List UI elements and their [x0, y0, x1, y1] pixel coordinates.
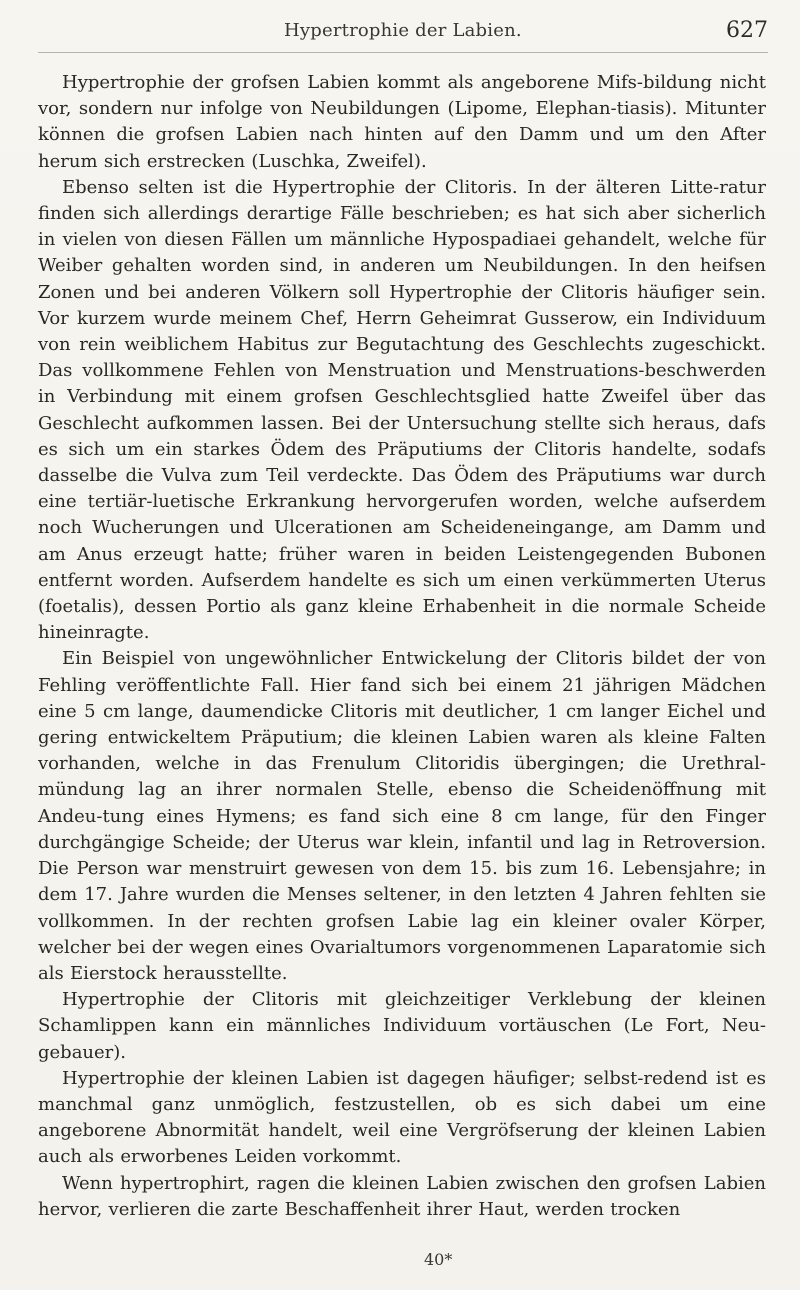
paragraph-5: Hypertrophie der kleinen Labien ist dagegen häufiger; selbst-redend ist es manchmal ganz unmöglich, festzustellen, ob es sich dabei um eine angeborene Abnormität handelt, weil eine Vergröfserung der kleinen Labien auch als erworbenes Leiden vorkommt. — [38, 1067, 766, 1168]
paragraph-1: Hypertrophie der grofsen Labien kommt als angeborene Mifs-bildung nicht vor, sondern nur infolge von Neubildungen (Lipome, Elephan-tiasis). Mitunter können die grofsen Labien nach hinten auf den Damm und um den After herum sich erstrecken (Luschka, Zweifel). — [38, 72, 766, 172]
paragraph-6: Wenn hypertrophirt, ragen die kleinen Labien zwischen den grofsen Labien hervor, verlieren die zarte Beschaffenheit ihrer Haut, werden trocken — [38, 1172, 766, 1220]
page-number: 627 — [726, 18, 768, 43]
body-text — [38, 70, 766, 1223]
paragraph-4: Hypertrophie der Clitoris mit gleichzeitiger Verklebung der kleinen Schamlippen kann ein männliches Individuum vortäuschen (Le Fort, Neu-gebauer). — [38, 989, 766, 1063]
paragraph-3: Ein Beispiel von ungewöhnlicher Entwickelung der Clitoris bildet der von Fehling veröffentlichte Fall. Hier fand sich bei einem 21 jährigen Mädchen eine 5 cm lange, daumendicke Clitoris mit deutlicher, 1 cm langer Eichel und gering entwickeltem Präputium; die kleinen Labien waren als kleine Falten vorhanden, welche in das Frenulum Clitoridis übergingen; die Urethral-mündung lag an ihrer normalen Stelle, ebenso die Scheidenöffnung mit Andeu-tung eines Hymens; es fand sich eine 8 cm lange, für den Finger durchgängige Scheide; der Uterus war klein, infantil und lag in Retroversion. Die Person war menstruirt gewesen von dem 15. bis zum 16. Lebensjahre; in dem 17. Jahre wurden die Menses seltener, in den letzten 4 Jahren fehlten sie vollkommen. In der rechten grofsen Labie lag ein kleiner ovaler Körper, welcher bei der wegen eines Ovarialtumors vorgenommenen Laparatomie sich als Eierstock herausstellte. — [38, 648, 766, 984]
running-title: Hypertrophie der Labien. — [284, 20, 522, 41]
printer-signature: 40* — [424, 1250, 453, 1269]
paragraph-2: Ebenso selten ist die Hypertrophie der Clitoris. In der älteren Litte-ratur finden sich allerdings derartige Fälle beschrieben; es hat sich aber sicherlich in vielen von diesen Fällen um männliche Hypospadiaei gehandelt, welche für Weiber gehalten worden sind, in anderen um Neubildungen. In den heifsen Zonen und bei anderen Völkern soll Hypertrophie der Clitoris häufiger sein. Vor kurzem wurde meinem Chef, Herrn Geheimrat Gusserow, ein Individuum von rein weiblichem Habitus zur Begutachtung des Geschlechts zugeschickt. Das vollkommene Fehlen von Menstruation und Menstruations-beschwerden in Verbindung mit einem grofsen Geschlechtsglied hatte Zweifel über das Geschlecht aufkommen lassen. Bei der Untersuchung stellte sich heraus, dafs es sich um ein starkes Ödem des Präputiums der Clitoris handelte, sodafs dasselbe die Vulva zum Teil verdeckte. Das Ödem des Präputiums war durch eine tertiär-luetische Erkrankung hervorgerufen worden, welche aufserdem noch Wucherungen und Ulcerationen am Scheideneingange, am Damm und am Anus erzeugt hatte; früher waren in beiden Leistengegenden Bubonen entfernt worden. Aufserdem handelte es sich um einen verkümmerten Uterus (foetalis), dessen Portio als ganz kleine Erhabenheit in die normale Scheide hineinragte. — [38, 176, 766, 644]
page-header — [38, 20, 768, 53]
